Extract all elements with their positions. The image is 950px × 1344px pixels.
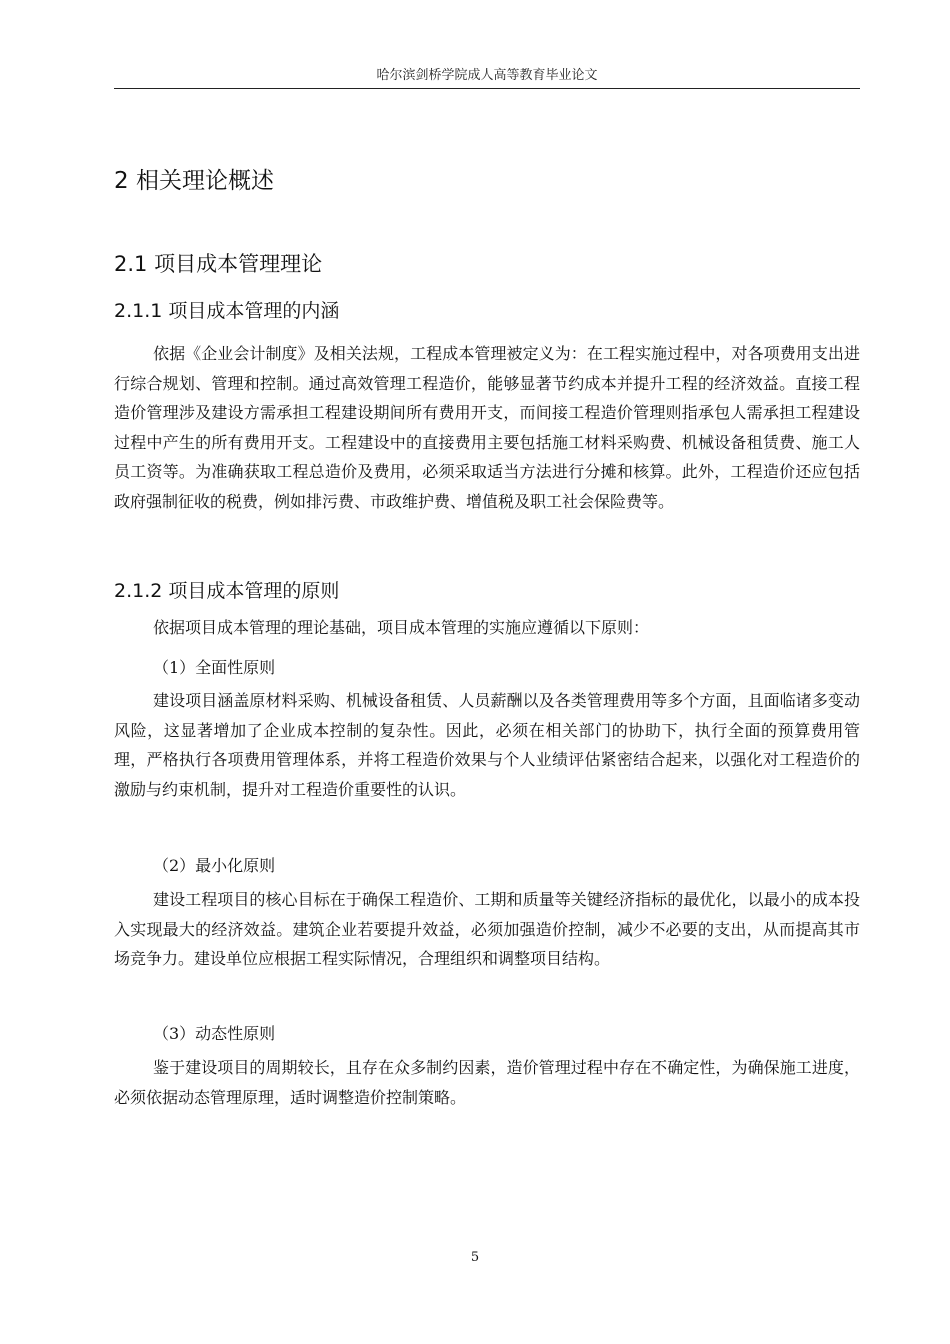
paragraph-connotation: 依据《企业会计制度》及相关法规，工程成本管理被定义为：在工程实施过程中，对各项费用支出进行综合规划、管理和控制。通过高效管理工程造价，能够显著节约成本并提升工程的经济效益。直接工程造价管理涉及建设方需承担工程建设期间所有费用开支，而间接工程造价管理则指承包人需承担工程建设过程中产生的所有费用开支。工程建设中的直接费用主要包括施工材料采购费、机械设备租赁费、施工人员工资等。为准确获取工程总造价及费用，必须采取适当方法进行分摊和核算。此外，工程造价还应包括政府强制征收的税费，例如排污费、市政维护费、增值税及职工社会保险费等。 xyxy=(114,344,860,511)
subsection-heading-2-1-2: 2.1.2 项目成本管理的原则 xyxy=(114,580,340,602)
paragraph-principles-intro: 依据项目成本管理的理论基础，项目成本管理的实施应遵循以下原则： xyxy=(153,618,650,637)
chapter-heading: 2 相关理论概述 xyxy=(114,168,274,194)
principle-label-comprehensive: （1）全面性原则 xyxy=(153,658,276,677)
subsection-heading-2-1-1: 2.1.1 项目成本管理的内涵 xyxy=(114,300,340,322)
paragraph-dynamic: 鉴于建设项目的周期较长，且存在众多制约因素，造价管理过程中存在不确定性，为确保施工进度，必须依据动态管理原理，适时调整造价控制策略。 xyxy=(114,1058,860,1107)
principle-label-dynamic: （3）动态性原则 xyxy=(153,1024,276,1043)
paragraph-minimization: 建设工程项目的核心目标在于确保工程造价、工期和质量等关键经济指标的最优化，以最小的成本投入实现最大的经济效益。建筑企业若要提升效益，必须加强造价控制，减少不必要的支出，从而提高其市场竞争力。建设单位应根据工程实际情况，合理组织和调整项目结构。 xyxy=(114,890,860,968)
page-number: 5 xyxy=(470,1250,480,1265)
principle-label-minimization: （2）最小化原则 xyxy=(153,856,276,875)
section-heading: 2.1 项目成本管理理论 xyxy=(114,252,323,276)
header-divider xyxy=(114,88,860,89)
paragraph-comprehensive: 建设项目涵盖原材料采购、机械设备租赁、人员薪酬以及各类管理费用等多个方面，且面临诸多变动风险，这显著增加了企业成本控制的复杂性。因此，必须在相关部门的协助下，执行全面的预算费用管理，严格执行各项费用管理体系，并将工程造价效果与个人业绩评估紧密结合起来，以强化对工程造价的激励与约束机制，提升对工程造价重要性的认识。 xyxy=(114,691,860,799)
running-header: 哈尔滨剑桥学院成人高等教育毕业论文 xyxy=(376,68,598,83)
